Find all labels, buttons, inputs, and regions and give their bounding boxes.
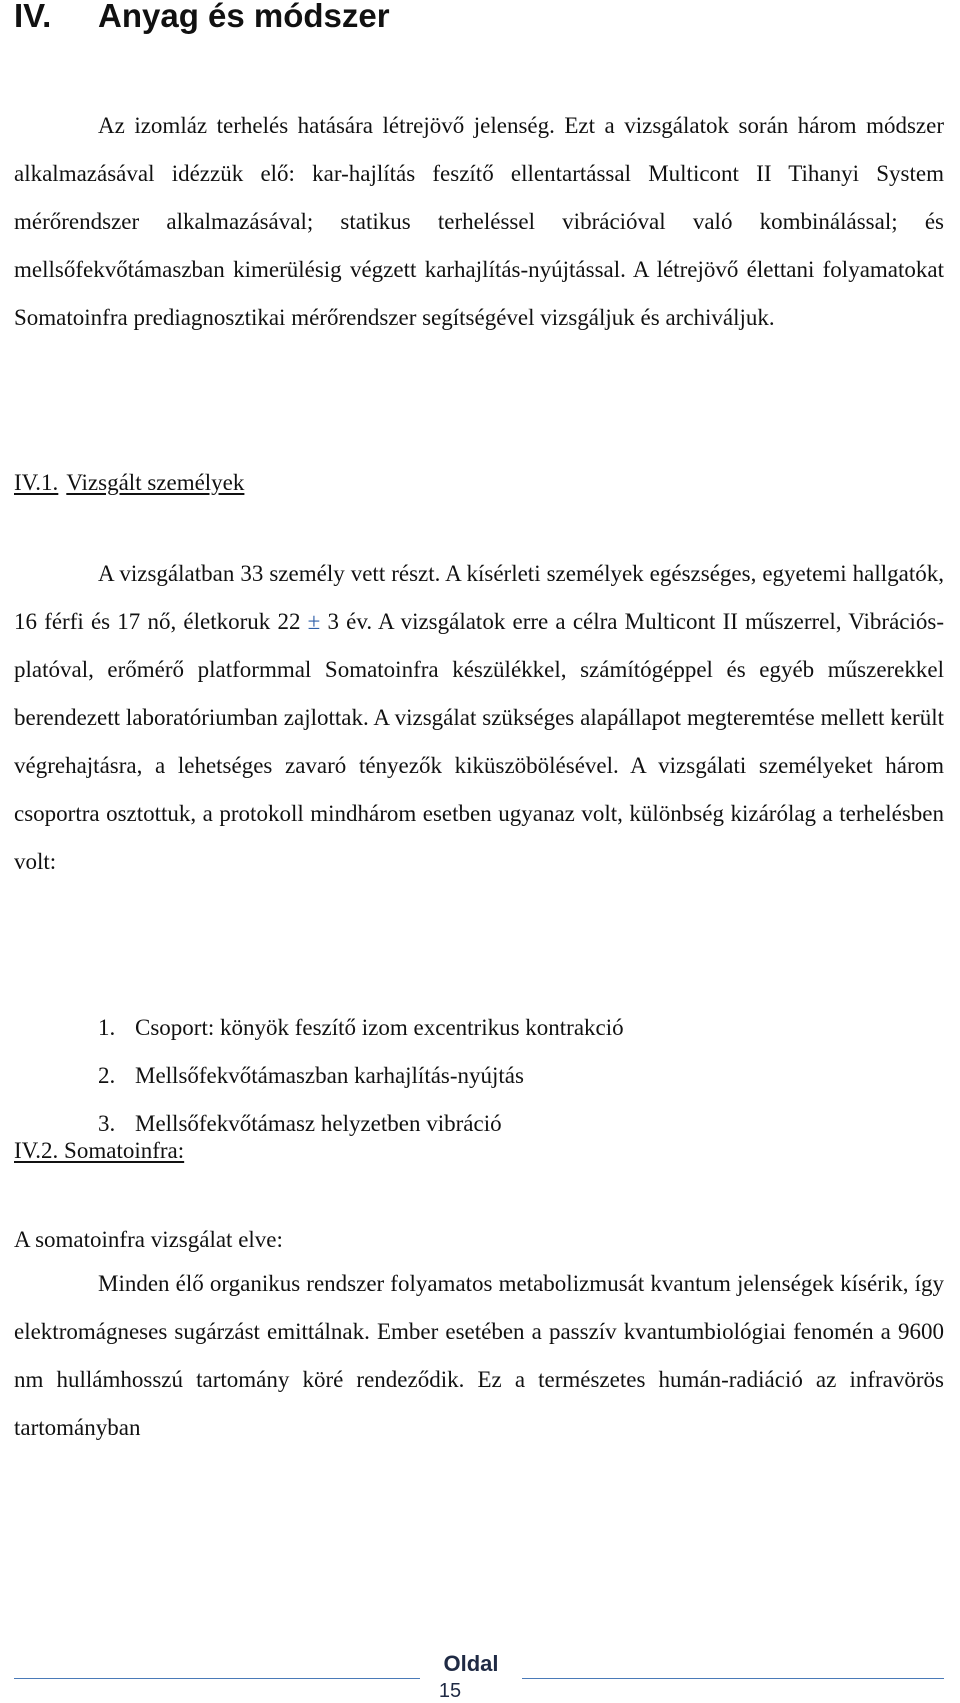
plus-minus-symbol: ±: [307, 609, 321, 634]
section-2-heading: IV.2. Somatoinfra:: [14, 1138, 185, 1163]
footer-page-number: 15: [438, 1680, 462, 1702]
section-1-text-a: A vizsgálatban 33 személy vett részt. A kísérleti személyek egészséges, egyetemi hallgatók, 16 férfi és 17 nő, életkoruk 22: [14, 561, 944, 634]
list-item-text: Csoport: könyök feszítő izom excentrikus kontrakció: [135, 1015, 624, 1040]
section-1-title: Vizsgált személyek: [66, 470, 245, 495]
section-2-subheading: A somatoinfra vizsgálat elve:: [14, 1227, 283, 1252]
footer-rule-right: [522, 1678, 944, 1679]
section-1-heading: [14, 468, 244, 498]
list-item-text: Mellsőfekvőtámaszban karhajlítás-nyújtás: [135, 1063, 524, 1088]
footer-page-label: Oldal: [443, 1651, 499, 1676]
chapter-title-text: Anyag és módszer: [98, 0, 390, 34]
list-item-text: Mellsőfekvőtámasz helyzetben vibráció: [135, 1111, 502, 1136]
list-item-number: 1.: [98, 1015, 116, 1040]
section-1-text-b: 3 év. A vizsgálatok erre a célra Multicont II műszerrel, Vibrációs-platóval, erőmérő platformmal Somatoinfra készülékkel, számítógéppel és egyéb műszerekkel berendezett laboratóriumban zajlottak. A vizsgálat szükséges alapállapot megteremtése mellett került végrehajtásra, a lehetséges zavaró tényezők kiküszöbölésével. A vizsgálati személyeket három csoportra osztottuk, a protokoll mindhárom esetben ugyanaz volt, különbség kizárólag a terhelésben volt:: [14, 609, 944, 874]
footer-rule-left: [14, 1678, 420, 1679]
list-item: [98, 1052, 624, 1100]
group-list: [98, 1004, 624, 1148]
section-1-number: IV.1.: [14, 470, 59, 495]
chapter-number: IV.: [14, 0, 52, 34]
chapter-title: [14, 0, 390, 34]
list-item-number: 3.: [98, 1111, 116, 1136]
intro-paragraph: Az izomláz terhelés hatására létrejövő jelenség. Ezt a vizsgálatok során három módszer alkalmazásával idézzük elő: kar-hajlítás feszítő ellentartással Multicont II Tihanyi System mérőrendszer alkalmazásával; statikus terheléssel vibrációval való kombinálással; és mellsőfekvőtámaszban kimerülésig végzett karhajlítás-nyújtással. A létrejövő élettani folyamatokat Somatoinfra prediagnosztikai mérőrendszer segítségével vizsgáljuk és archiváljuk.: [14, 113, 944, 330]
section-1-paragraph: [14, 550, 944, 886]
list-item-number: 2.: [98, 1063, 116, 1088]
section-2-paragraph: Minden élő organikus rendszer folyamatos metabolizmusát kvantum jelenségek kísérik, így elektromágneses sugárzást emittálnak. Ember esetében a passzív kvantumbiológiai fenomén a 9600 nm hullámhosszú tartomány köré rendeződik. Ez a természetes humán-radiáció az infravörös tartományban: [14, 1271, 944, 1440]
list-item: [98, 1004, 624, 1052]
